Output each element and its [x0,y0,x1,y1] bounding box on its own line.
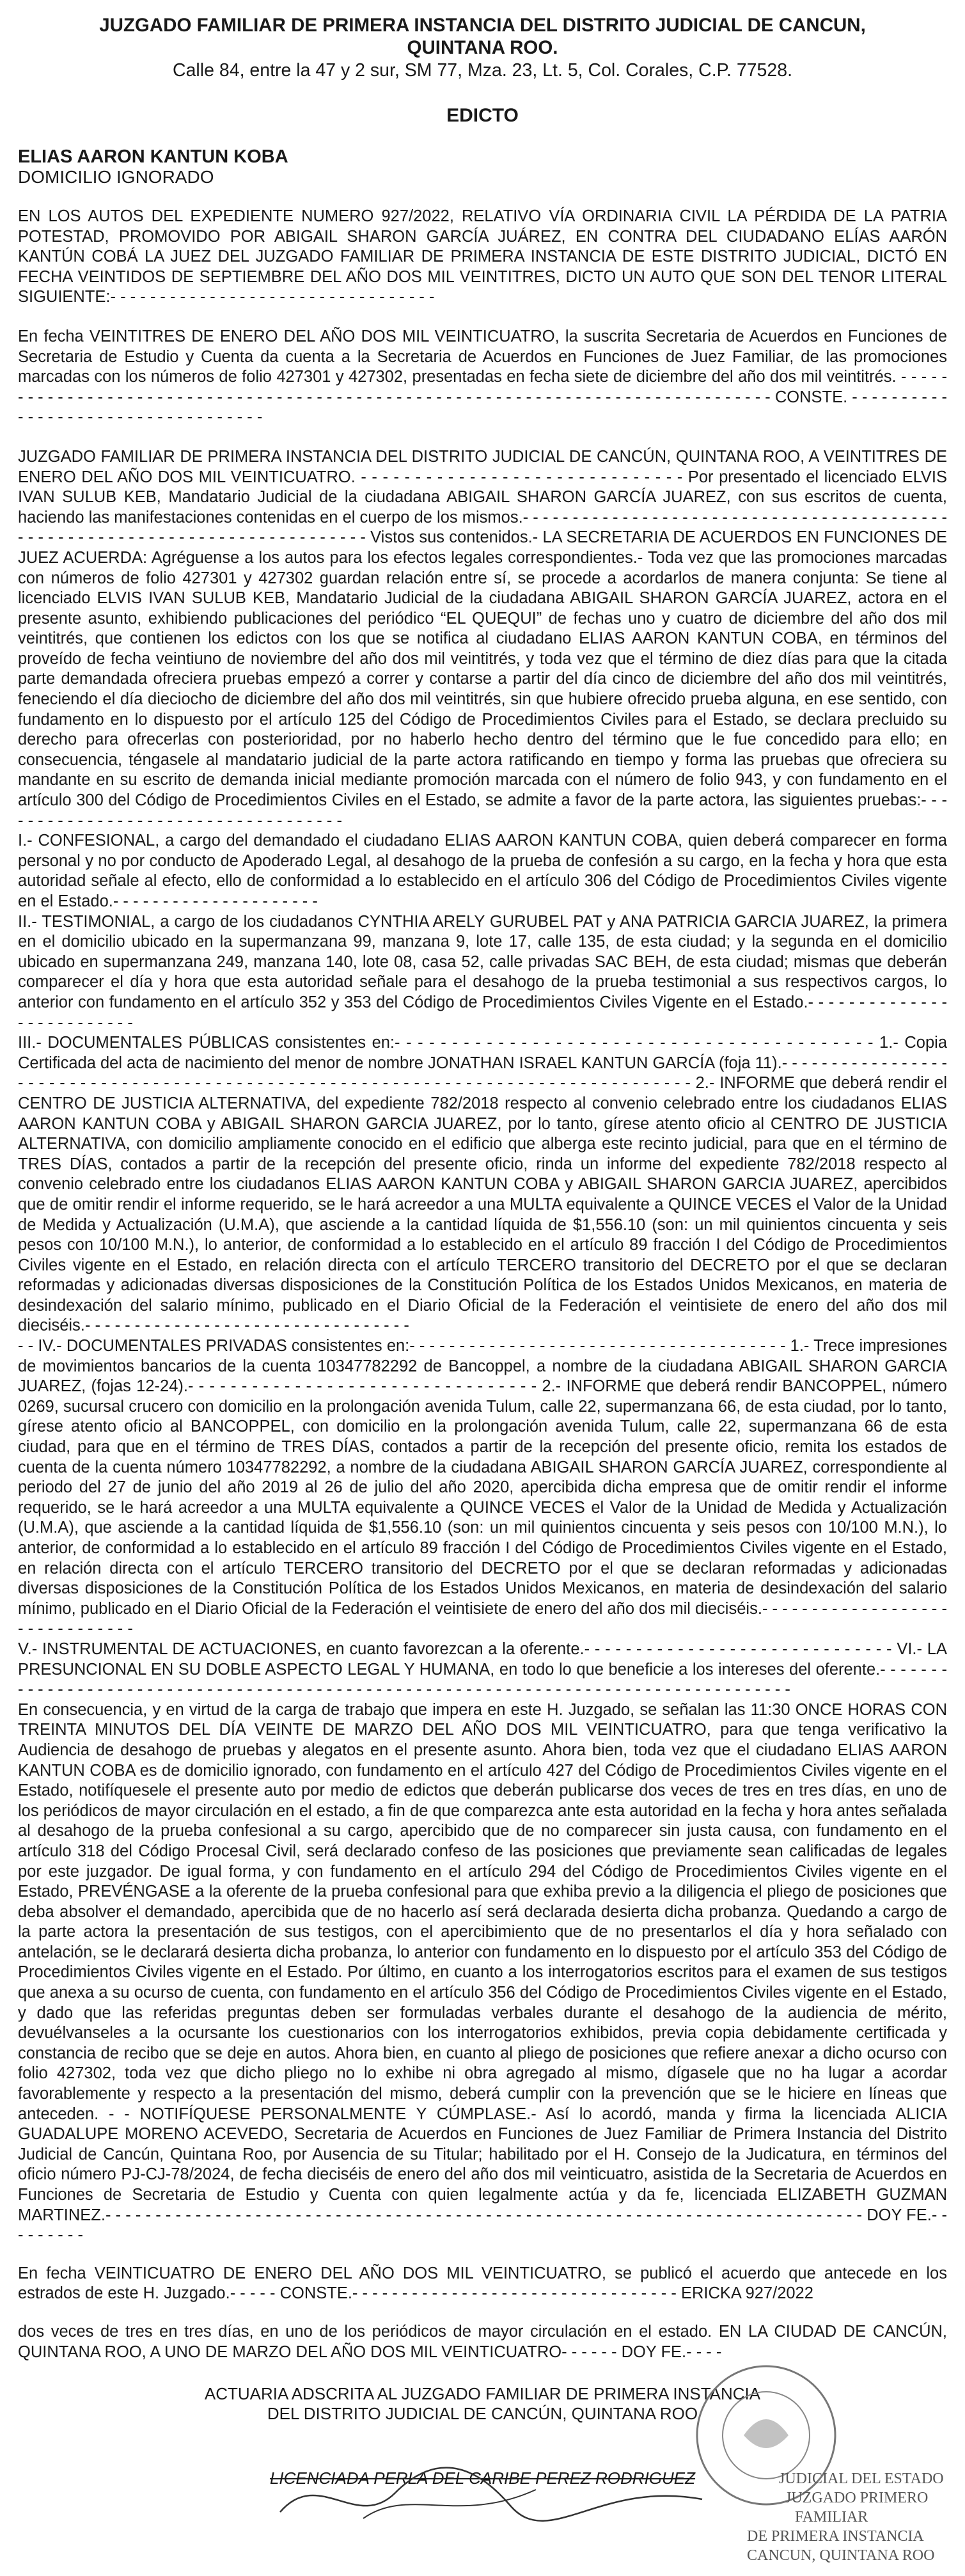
seal-line-3: FAMILIAR [795,2509,868,2526]
handwritten-signature [267,2454,715,2538]
signature-block [18,2384,947,2576]
seal-line-4: DE PRIMERA INSTANCIA [747,2528,924,2545]
document-title: EDICTO [446,105,519,126]
seal-line-5: CANCUN, QUINTANA ROO [747,2547,935,2564]
actuary-title-line1: ACTUARIA ADSCRITA AL JUZGADO FAMILIAR DE PRIMERA INSTANCIA [204,2384,761,2404]
seal-line-1: JUDICIAL DEL ESTADO [779,2470,944,2488]
instrumental-paragraph: V.- INSTRUMENTAL DE ACTUACIONES, en cuanto favorezcan a la oferente.- - - - - - - - - - - - - - - - - - - - - - - - - - - - - - VI.- LA PRESUNCIONAL EN SU DOBLE ASPECTO LEGAL Y HUMANA, en todo lo que beneficie a los intereses del oferente.- - - - - - - - - - - - - - - - - - - - - - - - - - - - - - - - - - - - - - - - - - - - - - - - - - - - - - - - - - - - - - - - - - - - - - - - - - - - - - - - - - - - - [18,1640,947,1699]
hearing-paragraph: En consecuencia, y en virtud de la carga de trabajo que impera en este H. Juzgado, se señalan las 11:30 ONCE HORAS CON TREINTA MINUTOS DEL DÍA VEINTE DE MARZO DEL AÑO DOS MIL VEINTICUATRO, para que tenga verificativo la Audiencia de desahogo de pruebas y alegatos en el presente asunto. Ahora bien, toda vez que el ciudadano ELIAS AARON KANTUN COBA es de domicilio ignorado, con fundamento en el artículo 427 del Código de Procedimientos Civiles vigente en el Estado, notifíquesele el presente auto por medio de edictos que deberán publicarse dos veces de tres en tres días, en uno de los periódicos de mayor circulación en el estado, a fin de que comparezca ante esta autoridad en la fecha y hora antes señalada al desahogo de la prueba confesional a su cargo, apercibido que de no comparecer sin justa causa, con fundamento en el artículo 318 del Código Procesal Civil, será declarado confeso de las posiciones que previamente sean calificadas de legales por este juzgador. De igual forma, y con fundamento en el artículo 294 del Código de Procedimientos Civiles vigente en el Estado, PREVÉNGASE a la oferente de la prueba confesional para que exhiba previo a la diligencia el pliego de posiciones que deba absolver el demandado, apercibida que de no hacerlo así será declarada desierta dicha probanza. Quedando a cargo de la parte actora la presentación de sus testigos, con el apercibimiento que de no presentarlos el día y hora señalado con antelación, se le declarará desierta dicha probanza, lo anterior con fundamento en lo dispuesto por el artículo 353 del Código de Procedimientos Civiles vigente en el Estado. Por último, en cuanto a los interrogatorios escritos para el examen de sus testigos que anexa a su ocurso de cuenta, con fundamento en el artículo 356 del Código de Procedimientos Civiles vigente en el Estado, y dado que las referidas preguntas deben ser formuladas verbales durante el desahogo de la audiencia de mérito, devuélvanseles a la ocursante los cuestionarios con los interrogatorios exhibidos, previa copia debidamente certificada y constancia de recibo que se deje en autos. Ahora bien, en cuanto al pliego de posiciones que refiere anexar a dicho ocurso con folio 427302, toda vez que dicho pliego no lo exhibe ni obra agregado al mismo, dígasele que no ha lugar a acordar favorablemente y respecto a la presentación del mismo, deberá cumplir con la prevención que se le hiciere en líneas que anteceden. - - NOTIFÍQUESE PERSONALMENTE Y CÚMPLASE.- Así lo acordó, manda y firma la licenciada ALICIA GUADALUPE MORENO ACEVEDO, Secretaria de Acuerdos en Funciones de Juez Familiar de Primera Instancia del Distrito Judicial de Cancún, Quintana Roo, por Ausencia de su Titular; habilitado por el H. Consejo de la Judicatura, en términos del oficio número PJ-CJ-78/2024, de fecha dieciséis de enero del año dos mil veinticuatro, asistida de la Secretaria de Acuerdos en Funciones de Secretaria de Estudio y Cuenta con quien legalmente actúa y da fe, licenciada ELIZABETH GUZMAN MARTINEZ.- - - - - - - - - - - - - - - - - - - - - - - - - - - - - - - - - - - - - - - - - - - - - - - - - - - - - - - - - - - - - - - - - - - - - - - - - - - - DOY FE.- - - - - - - - - [18,1700,947,2245]
actuary-title-line2: DEL DISTRITO JUDICIAL DE CANCÚN, QUINTANA ROO [267,2404,698,2424]
seal-line-2: JUZGADO PRIMERO [785,2490,929,2507]
court-name-line2: QUINTANA ROO. [407,37,558,58]
private-documents-paragraph: - - IV.- DOCUMENTALES PRIVADAS consistentes en:- - - - - - - - - - - - - - - - - - - - - - - - - - - - - - - - - - - - - - 1.- Trece impresiones de movimientos bancarios de la cuenta 10347782292 de Bancoppel, a nombre de la ciudadana ABIGAIL SHARON GARCIA JUAREZ, (fojas 12-24).- - - - - - - - - - - - - - - - - - - - - - - - - - - - - - - - - 2.- INFORME que deberá rendir BANCOPPEL, número 0269, sucursal crucero con domicilio en la prolongación avenida Tulum, calle 22, supermanzana 66, de esta ciudad, por lo tanto, gírese atento oficio al BANCOPPEL, con domicilio en la prolongación avenida Tulum, calle 22, supermanzana 66 de esta ciudad, para que en el término de TRES DÍAS, contados a partir de la recepción del presente oficio, remita los estados de cuenta de la cuenta número 10347782292, a nombre de la ciudadana ABIGAIL SHARON GARCÍA JUAREZ, correspondiente al periodo del 27 de junio del año 2019 al 26 de julio del año 2020, apercibida dicha empresa que de omitir rendir el informe requerido, se le hará acreedor a una MULTA equivalente a QUINCE VECES el Valor de la Unidad de Medida y Actualización (U.M.A), que asciende a la cantidad líquida de $1,556.10 (son: un mil quinientos cincuenta y seis pesos con 10/100 M.N.), lo anterior, de conformidad a lo establecido en el artículo 89 fracción I del Código de Procedimientos Civiles vigente en el Estado, en relación directa con el artículo TERCERO transitorio del DECRETO por el que se declaran reformadas y adicionadas diversas disposiciones de la Constitución Política de los Estados Unidos Mexicanos, en materia de desindexación del salario mínimo, publicado en el Diario Oficial de la Federación el veintisiete de enero del año dos mil dieciséis.- - - - - - - - - - - - - - - - - - - - - - - - - - - - - - - [18,1337,947,1638]
actuary-name: LICENCIADA PERLA DEL CARIBE PEREZ RODRIGUEZ [269,2469,696,2488]
court-seal-icon [683,2359,944,2570]
case-intro-paragraph: EN LOS AUTOS DEL EXPEDIENTE NUMERO 927/2022, RELATIVO VÍA ORDINARIA CIVIL LA PÉRDIDA DE LA PATRIA POTESTAD, PROMOVIDO POR ABIGAIL SHARON GARCÍA JUÁREZ, EN CONTRA DEL CIUDADANO ELÍAS AARÓN KANTÚN COBÁ LA JUEZ DEL JUZGADO FAMILIAR DE PRIMERA INSTANCIA DE ESTE DISTRITO JUDICIAL, DICTÓ EN FECHA VEINTIDOS DE SEPTIEMBRE DEL AÑO DOS MIL VEINTITRES, DICTO UN AUTO QUE SON DEL TENOR LITERAL SIGUIENTE:- - - - - - - - - - - - - - - - - - - - - - - - - - - - - - - - - [18,207,947,306]
publication-paragraph: En fecha VEINTICUATRO DE ENERO DEL AÑO DOS MIL VEINTICUATRO, se publicó el acuerdo que antecede en los estrados de este H. Juzgado.- - - - - CONSTE.- - - - - - - - - - - - - - - - - - - - - - - - - - - - - - - - - ERICKA 927/2022 [18,2264,947,2303]
confesional-paragraph: I.- CONFESIONAL, a cargo del demandado el ciudadano ELIAS AARON KANTUN COBA, quien deberá comparecer en forma personal y no por conducto de Apoderado Legal, al desahogo de la prueba de confesión a su cargo, en la fecha y hora que esta autoridad señale al efecto, ello de conformidad a lo establecido en el artículo 306 del Código de Procedimientos Civiles vigente en el Estado.- - - - - - - - - - - - - - - - - - - - - [18,832,947,910]
court-name-line1: JUZGADO FAMILIAR DE PRIMERA INSTANCIA DEL DISTRITO JUDICIAL DE CANCUN, [99,15,866,36]
court-address: Calle 84, entre la 47 y 2 sur, SM 77, Mza. 23, Lt. 5, Col. Corales, C.P. 77528. [173,60,792,81]
account-paragraph: En fecha VEINTITRES DE ENERO DEL AÑO DOS MIL VEINTICUATRO, la suscrita Secretaria de Acuerdos en Funciones de Secretaria de Estudio y Cuenta da cuenta a la Secretaria de Acuerdos en Funciones de Juez Familiar, de las promociones marcadas con los números de folio 427301 y 427302, presentadas en fecha siete de diciembre del año dos mil veintitrés. - - - - - - - - - - - - - - - - - - - - - - - - - - - - - - - - - - - - - - - - - - - - - - - - - - - - - - - - - - - - - - - - - - - - - - - - - - - - - - - - - CONSTE. - - - - - - - - - - - - - - - - - - - - - - - - - - - - - - - - - - - [18,327,947,427]
public-documents-paragraph: III.- DOCUMENTALES PÚBLICAS consistentes en:- - - - - - - - - - - - - - - - - - - - - - - - - - - - - - - - - - - - - - - - - - 1.- Copia Certificada del acta de nacimiento del menor de nombre JONATHAN ISRAEL KANTUN GARCÍA (foja 11).- - - - - - - - - - - - - - - - - - - - - - - - - - - - - - - - - - - - - - - - - - - - - - - - - - - - - - - - - - - - - - - - - - - - - - - - - - - - - - - - - - 2.- INFORME que deberá rendir el CENTRO DE JUSTICIA ALTERNATIVA, del expediente 782/2018 respecto al convenio celebrado entre los ciudadanos ELIAS AARON KANTUN COBA y ABIGAIL SHARON GARCIA JUAREZ, por lo tanto, gírese atento oficio al CENTRO DE JUSTICIA ALTERNATIVA, con domicilio ampliamente conocido en el edificio que alberga este recinto judicial, para que en el término de TRES DÍAS, contados a partir de la recepción del presente oficio, rinda un informe del expediente 782/2018 respecto al convenio celebrado entre los ciudadanos ELIAS AARON KANTUN COBA y ABIGAIL SHARON GARCIA JUAREZ, apercibidos que de omitir rendir el informe requerido, se le hará acreedor a una MULTA equivalente a QUINCE VECES el Valor de la Unidad de Medida y Actualización (U.M.A), que asciende a la cantidad líquida de $1,556.10 (son: un mil quinientos cincuenta y seis pesos con 10/100 M.N.), lo anterior, de conformidad a lo establecido en el artículo 89 fracción I del Código de Procedimientos Civiles vigente en el Estado, en relación directa con el artículo TERCERO transitorio del DECRETO por el que se declaran reformadas y adicionadas diversas disposiciones de la Constitución Política de los Estados Unidos Mexicanos, en materia de desindexación del salario mínimo, publicado en el Diario Oficial de la Federación el veintisiete de enero del año dos mil dieciséis.- - - - - - - - - - - - - - - - - - - - - - - - - - - - - - - - - [18,1034,947,1335]
court-order-paragraph: JUZGADO FAMILIAR DE PRIMERA INSTANCIA DEL DISTRITO JUDICIAL DE CANCÚN, QUINTANA ROO, A VEINTITRES DE ENERO DEL AÑO DOS MIL VEINTICUATRO. - - - - - - - - - - - - - - - - - - - - - - - - - - - - - - Por presentado el licenciado ELVIS IVAN SULUB KEB, Mandatario Judicial de la ciudadana ABIGAIL SHARON GARCÍA JUAREZ, con sus escritos de cuenta, haciendo las manifestaciones contenidas en el cuerpo de los mismos.- - - - - - - - - - - - - - - - - - - - - - - - - - - - - - - - - - - - - - - - - - - - - - - - - - - - - - - - - - - - - - - - - - - - - - - - - - - - - - Vistos sus contenidos.- LA SECRETARIA DE ACUERDOS EN FUNCIONES DE JUEZ ACUERDA: Agréguense a los autos para los efectos legales correspondientes.- Toda vez que las promociones marcadas con números de folio 427301 y 427302 guardan relación entre sí, se procede a acordarlos de manera conjunta: Se tiene al licenciado ELVIS IVAN SULUB KEB, Mandatario Judicial de la ciudadana ABIGAIL SHARON GARCÍA JUAREZ, actora en el presente asunto, exhibiendo publicaciones del periódico “EL QUEQUI” de fechas uno y cuatro de diciembre del año dos mil veintitrés, que contienen los edictos con los que se notifica al ciudadano ELIAS AARON KANTUN COBA, en términos del proveído de fecha veintiuno de noviembre del año dos mil veintitrés, y toda vez que el término de diez días para que la citada parte demandada ofreciera pruebas empezó a correr y contarse a partir del día cinco de diciembre del año dos mil veintitrés, feneciendo el día dieciocho de diciembre del año dos mil veintitrés, sin que hubiere ofrecido prueba alguna, en ese sentido, con fundamento en lo dispuesto por el artículo 125 del Código de Procedimientos Civiles para el Estado, se declara precluido su derecho para ofrecerlas con posterioridad, por no haberlo hecho dentro del término que le fue concedido para ello; en consecuencia, téngasele al mandatario judicial de la parte actora ratificando en tiempo y forma las pruebas que ofreciera su mandante en su escrito de demanda inicial mediante promoción marcada con el número de folio 943, y con fundamento en el artículo 300 del Código de Procedimientos Civiles en el Estado, se admite a favor de la parte actora, las siguientes pruebas:- - - - - - - - - - - - - - - - - - - - - - - - - - - - - - - - - - - - [18,447,947,830]
addressee-name: ELIAS AARON KANTUN KOBA [18,146,288,167]
closing-paragraph: dos veces de tres en tres días, en uno de los periódicos de mayor circulación en el estado. EN LA CIUDAD DE CANCÚN, QUINTANA ROO, A UNO DE MARZO DEL AÑO DOS MIL VEINTICUATRO- - - - - - DOY FE.- - - - [18,2322,947,2361]
testimonial-paragraph: II.- TESTIMONIAL, a cargo de los ciudadanos CYNTHIA ARELY GURUBEL PAT y ANA PATRICIA GARCIA JUAREZ, la primera en el domicilio ubicado en la supermanzana 99, manzana 9, lote 17, calle 135, de esta ciudad; y la segunda en el domicilio ubicado en supermanzana 249, manzana 140, lote 08, casa 52, calle privadas SAC BEH, de esta ciudad; mismas que deberán comparecer el día y hora que esta autoridad señale para el desahogo de la prueba testimonial a sus respectivos cargos, lo anterior con fundamento en el artículo 352 y 353 del Código de Procedimientos Civiles Vigente en el Estado.- - - - - - - - - - - - - - - - - - - - - - - - - - [18,912,947,1032]
addressee-domicile: DOMICILIO IGNORADO [18,167,214,187]
